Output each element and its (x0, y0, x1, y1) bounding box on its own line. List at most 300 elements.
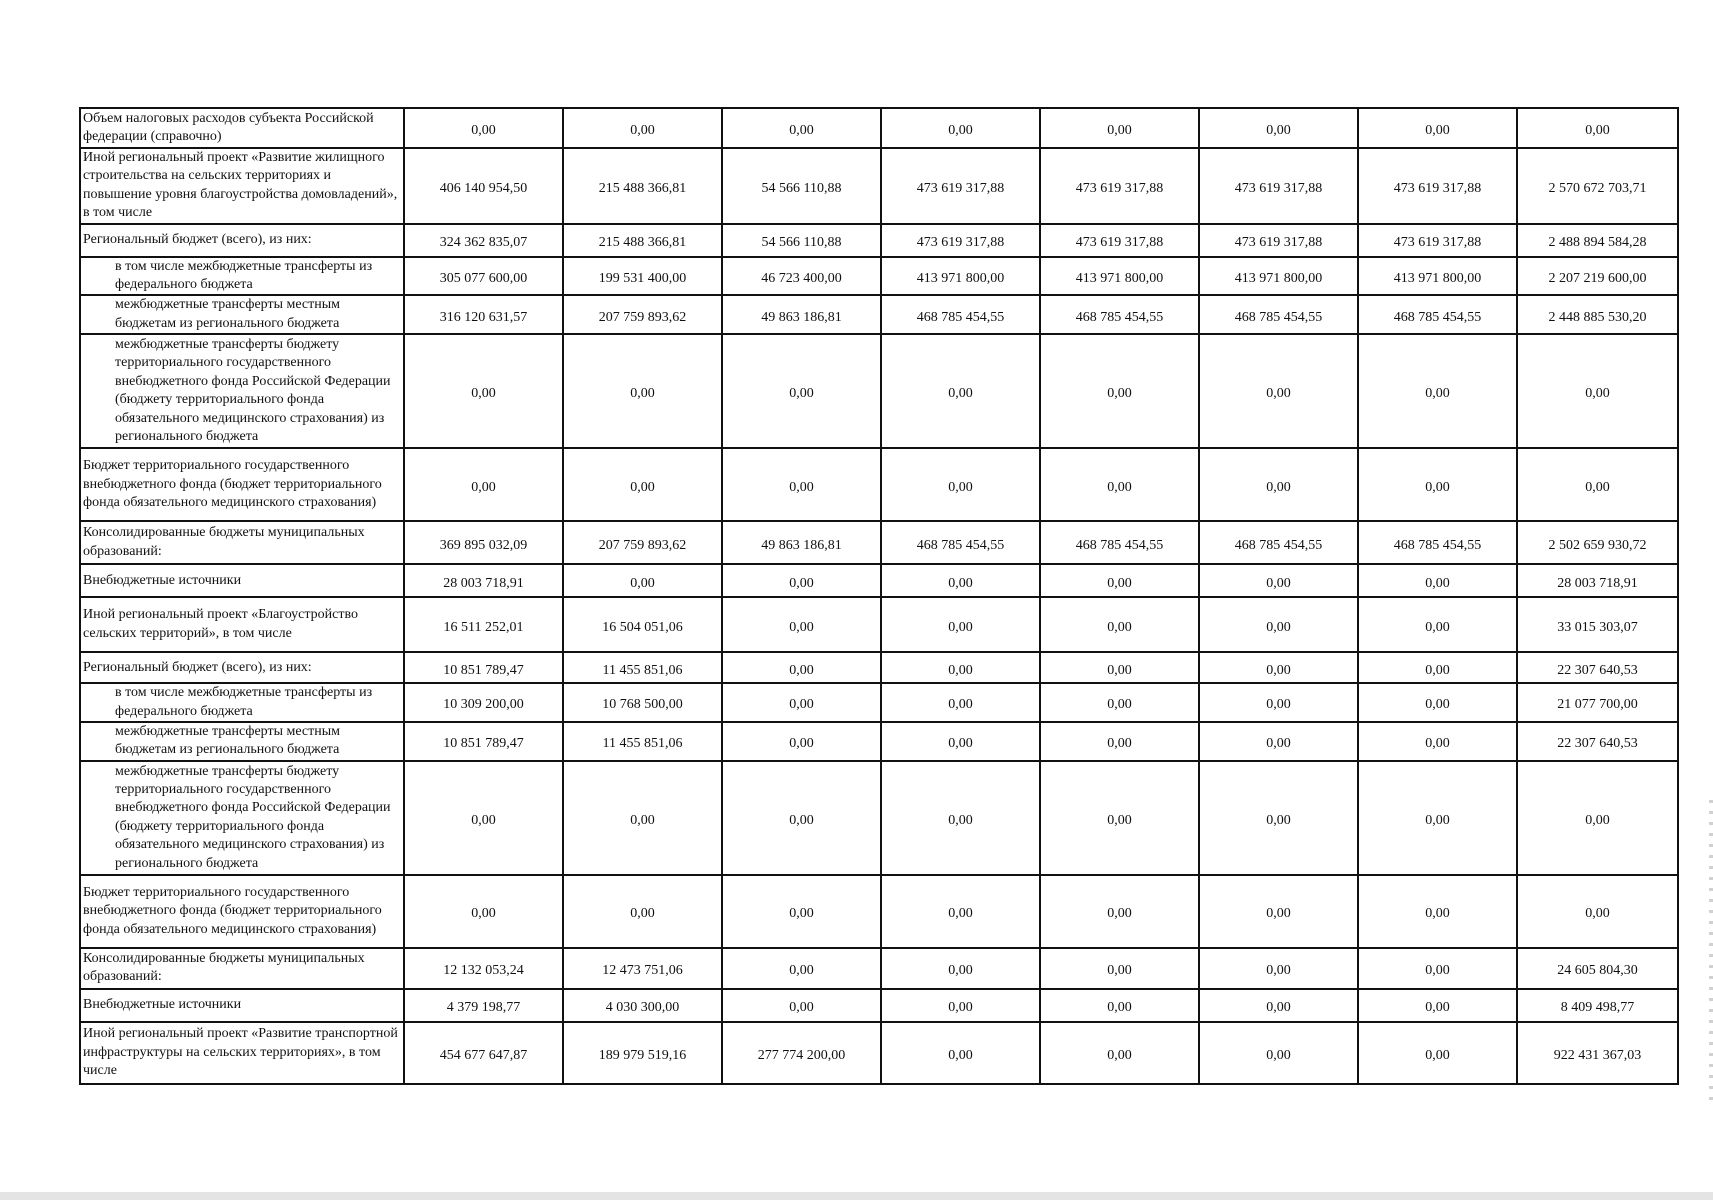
table-row (80, 1022, 1678, 1084)
cell-value: 4 379 198,77 (446, 1000, 521, 1016)
value-cell (404, 1022, 563, 1084)
cell-value: 28 003 718,91 (1557, 575, 1638, 591)
value-cell (1040, 948, 1199, 989)
row-label: в том числе межбюджетные трансферты из федерального бюджета (80, 257, 404, 296)
value-cell (1358, 257, 1517, 296)
value-cell (1199, 334, 1358, 448)
cell-value: 0,00 (1266, 697, 1291, 713)
cell-value: 0,00 (1107, 619, 1132, 635)
cell-value: 28 003 718,91 (443, 575, 524, 591)
cell-value: 0,00 (1425, 619, 1450, 635)
cell-value: 316 120 631,57 (439, 309, 528, 325)
value-cell (1199, 1022, 1358, 1084)
cell-value: 0,00 (1107, 1047, 1132, 1063)
value-cell (563, 564, 722, 597)
cell-value: 0,00 (1107, 575, 1132, 591)
value-cell (563, 597, 722, 652)
value-cell (1358, 875, 1517, 948)
value-cell (563, 722, 722, 761)
value-cell (404, 148, 563, 224)
row-label: межбюджетные трансферты бюджету территориального государственного внебюджетного фонда Российской Федерации (бюджету территориального фонда обязательного медицинского страхования) из регионального бюджета (80, 334, 404, 448)
total-cell (1517, 989, 1678, 1022)
value-cell (1199, 597, 1358, 652)
cell-value: 413 971 800,00 (1393, 270, 1482, 286)
cell-value: 0,00 (1107, 1000, 1132, 1016)
value-cell (1040, 722, 1199, 761)
value-cell (1358, 722, 1517, 761)
value-cell (1358, 521, 1517, 564)
cell-value: 22 307 640,53 (1557, 662, 1638, 678)
value-cell (404, 989, 563, 1022)
value-cell (881, 334, 1040, 448)
cell-value: 468 785 454,55 (916, 309, 1005, 325)
cell-value: 54 566 110,88 (761, 234, 842, 250)
value-cell (563, 148, 722, 224)
value-cell (881, 448, 1040, 521)
value-cell (881, 948, 1040, 989)
cell-value: 0,00 (948, 662, 973, 678)
value-cell (563, 295, 722, 334)
value-cell (1358, 597, 1517, 652)
cell-value: 473 619 317,88 (1393, 234, 1482, 250)
value-cell (1358, 564, 1517, 597)
value-cell (404, 224, 563, 257)
cell-value: 0,00 (948, 906, 973, 922)
cell-value: 0,00 (1107, 662, 1132, 678)
value-cell (1199, 295, 1358, 334)
cell-value: 277 774 200,00 (757, 1047, 846, 1063)
table-row (80, 564, 1678, 597)
value-cell (881, 521, 1040, 564)
table-row (80, 224, 1678, 257)
row-label: Бюджет территориального государственного внебюджетного фонда (бюджет территориального фонда обязательного медицинского страхования) (80, 875, 404, 948)
value-cell (722, 334, 881, 448)
value-cell (1358, 334, 1517, 448)
total-cell (1517, 722, 1678, 761)
cell-value: 0,00 (1425, 662, 1450, 678)
row-label: Региональный бюджет (всего), из них: (80, 224, 404, 257)
row-label: Объем налоговых расходов субъекта Российской федерации (справочно) (80, 108, 404, 148)
cell-value: 0,00 (471, 812, 496, 828)
cell-value: 10 851 789,47 (443, 662, 524, 678)
value-cell (881, 683, 1040, 722)
cell-value: 0,00 (789, 736, 814, 752)
cell-value: 0,00 (1585, 122, 1610, 138)
value-cell (722, 257, 881, 296)
value-cell (1040, 564, 1199, 597)
cell-value: 10 768 500,00 (602, 697, 683, 713)
value-cell (1040, 224, 1199, 257)
table-row (80, 448, 1678, 521)
value-cell (881, 224, 1040, 257)
cell-value: 0,00 (471, 906, 496, 922)
cell-value: 46 723 400,00 (761, 270, 842, 286)
cell-value: 468 785 454,55 (1393, 537, 1482, 553)
cell-value: 0,00 (789, 479, 814, 495)
total-cell (1517, 597, 1678, 652)
cell-value: 0,00 (1425, 479, 1450, 495)
cell-value: 0,00 (1266, 575, 1291, 591)
value-cell (404, 295, 563, 334)
cell-value: 0,00 (1266, 479, 1291, 495)
value-cell (1199, 761, 1358, 875)
value-cell (404, 722, 563, 761)
value-cell (1040, 875, 1199, 948)
value-cell (404, 761, 563, 875)
cell-value: 454 677 647,87 (439, 1047, 528, 1063)
value-cell (1199, 448, 1358, 521)
value-cell (1358, 1022, 1517, 1084)
value-cell (1358, 948, 1517, 989)
cell-value: 0,00 (471, 386, 496, 402)
cell-value: 0,00 (789, 386, 814, 402)
total-cell (1517, 108, 1678, 148)
value-cell (1358, 761, 1517, 875)
cell-value: 49 863 186,81 (761, 309, 842, 325)
cell-value: 2 502 659 930,72 (1548, 537, 1647, 553)
cell-value: 0,00 (1425, 697, 1450, 713)
cell-value: 0,00 (789, 812, 814, 828)
value-cell (722, 948, 881, 989)
value-cell (563, 334, 722, 448)
value-cell (722, 989, 881, 1022)
value-cell (404, 683, 563, 722)
cell-value: 0,00 (1585, 386, 1610, 402)
value-cell (722, 875, 881, 948)
cell-value: 0,00 (1107, 479, 1132, 495)
cell-value: 0,00 (1107, 812, 1132, 828)
cell-value: 0,00 (789, 575, 814, 591)
cell-value: 0,00 (1425, 386, 1450, 402)
value-cell (1040, 257, 1199, 296)
value-cell (722, 448, 881, 521)
value-cell (881, 1022, 1040, 1084)
cell-value: 468 785 454,55 (1075, 537, 1164, 553)
cell-value: 12 473 751,06 (602, 963, 683, 979)
value-cell (1199, 722, 1358, 761)
cell-value: 324 362 835,07 (439, 234, 528, 250)
total-cell (1517, 224, 1678, 257)
cell-value: 215 488 366,81 (598, 180, 687, 196)
cell-value: 413 971 800,00 (1234, 270, 1323, 286)
cell-value: 21 077 700,00 (1557, 697, 1638, 713)
row-label: Региональный бюджет (всего), из них: (80, 652, 404, 683)
value-cell (1358, 108, 1517, 148)
value-cell (881, 597, 1040, 652)
value-cell (722, 108, 881, 148)
cell-value: 24 605 804,30 (1557, 963, 1638, 979)
total-cell (1517, 875, 1678, 948)
cell-value: 922 431 367,03 (1553, 1047, 1642, 1063)
value-cell (1358, 295, 1517, 334)
value-cell (881, 652, 1040, 683)
value-cell (563, 683, 722, 722)
value-cell (722, 597, 881, 652)
cell-value: 0,00 (789, 697, 814, 713)
value-cell (404, 521, 563, 564)
cell-value: 406 140 954,50 (439, 180, 528, 196)
cell-value: 0,00 (948, 963, 973, 979)
cell-value: 305 077 600,00 (439, 270, 528, 286)
cell-value: 16 504 051,06 (602, 619, 683, 635)
cell-value: 0,00 (1425, 1047, 1450, 1063)
value-cell (722, 564, 881, 597)
table-row (80, 334, 1678, 448)
cell-value: 473 619 317,88 (916, 234, 1005, 250)
value-cell (1199, 257, 1358, 296)
cell-value: 0,00 (1266, 812, 1291, 828)
value-cell (1199, 224, 1358, 257)
scan-edge-bottom (0, 1192, 1713, 1200)
cell-value: 0,00 (948, 697, 973, 713)
value-cell (404, 334, 563, 448)
row-label: Иной региональный проект «Развитие транспортной инфраструктуры на сельских территориях», в том числе (80, 1022, 404, 1084)
cell-value: 468 785 454,55 (1393, 309, 1482, 325)
value-cell (722, 521, 881, 564)
table-row (80, 257, 1678, 296)
value-cell (563, 257, 722, 296)
cell-value: 0,00 (1585, 906, 1610, 922)
cell-value: 413 971 800,00 (1075, 270, 1164, 286)
cell-value: 0,00 (1107, 697, 1132, 713)
cell-value: 0,00 (1107, 386, 1132, 402)
total-cell (1517, 948, 1678, 989)
total-cell (1517, 148, 1678, 224)
value-cell (563, 875, 722, 948)
value-cell (722, 1022, 881, 1084)
cell-value: 0,00 (789, 619, 814, 635)
table-row (80, 108, 1678, 148)
value-cell (1040, 652, 1199, 683)
scan-edge-right (1709, 800, 1713, 1100)
total-cell (1517, 1022, 1678, 1084)
table-row (80, 652, 1678, 683)
cell-value: 413 971 800,00 (916, 270, 1005, 286)
cell-value: 473 619 317,88 (916, 180, 1005, 196)
cell-value: 0,00 (1425, 736, 1450, 752)
row-label: Консолидированные бюджеты муниципальных образований: (80, 948, 404, 989)
cell-value: 16 511 252,01 (443, 619, 524, 635)
cell-value: 0,00 (1425, 122, 1450, 138)
cell-value: 11 455 851,06 (602, 736, 683, 752)
cell-value: 10 851 789,47 (443, 736, 524, 752)
value-cell (722, 683, 881, 722)
cell-value: 0,00 (789, 963, 814, 979)
table-row (80, 761, 1678, 875)
total-cell (1517, 521, 1678, 564)
cell-value: 189 979 519,16 (598, 1047, 687, 1063)
total-cell (1517, 683, 1678, 722)
cell-value: 0,00 (1266, 736, 1291, 752)
value-cell (722, 224, 881, 257)
cell-value: 468 785 454,55 (1234, 537, 1323, 553)
cell-value: 0,00 (1425, 963, 1450, 979)
total-cell (1517, 761, 1678, 875)
value-cell (404, 108, 563, 148)
table-row (80, 683, 1678, 722)
cell-value: 0,00 (1107, 122, 1132, 138)
cell-value: 0,00 (1585, 479, 1610, 495)
value-cell (1199, 948, 1358, 989)
cell-value: 0,00 (1585, 812, 1610, 828)
value-cell (404, 652, 563, 683)
value-cell (881, 257, 1040, 296)
row-label: Бюджет территориального государственного внебюджетного фонда (бюджет территориального фонда обязательного медицинского страхования) (80, 448, 404, 521)
cell-value: 468 785 454,55 (1234, 309, 1323, 325)
value-cell (404, 948, 563, 989)
value-cell (1199, 989, 1358, 1022)
value-cell (563, 521, 722, 564)
value-cell (1199, 652, 1358, 683)
cell-value: 49 863 186,81 (761, 537, 842, 553)
total-cell (1517, 334, 1678, 448)
value-cell (881, 875, 1040, 948)
budget-table (79, 107, 1679, 1085)
cell-value: 2 207 219 600,00 (1548, 270, 1647, 286)
total-cell (1517, 652, 1678, 683)
value-cell (563, 448, 722, 521)
cell-value: 0,00 (948, 812, 973, 828)
cell-value: 0,00 (1266, 906, 1291, 922)
value-cell (1199, 148, 1358, 224)
row-label: Внебюджетные источники (80, 564, 404, 597)
cell-value: 0,00 (948, 122, 973, 138)
cell-value: 8 409 498,77 (1560, 1000, 1635, 1016)
value-cell (1040, 334, 1199, 448)
value-cell (1358, 652, 1517, 683)
value-cell (1040, 683, 1199, 722)
value-cell (563, 1022, 722, 1084)
cell-value: 0,00 (948, 1047, 973, 1063)
value-cell (881, 722, 1040, 761)
value-cell (881, 989, 1040, 1022)
value-cell (881, 148, 1040, 224)
cell-value: 0,00 (1425, 812, 1450, 828)
cell-value: 0,00 (630, 812, 655, 828)
value-cell (722, 148, 881, 224)
value-cell (1040, 521, 1199, 564)
value-cell (563, 224, 722, 257)
cell-value: 473 619 317,88 (1075, 180, 1164, 196)
value-cell (1358, 224, 1517, 257)
cell-value: 0,00 (1266, 963, 1291, 979)
cell-value: 0,00 (471, 479, 496, 495)
value-cell (404, 875, 563, 948)
row-label: Консолидированные бюджеты муниципальных образований: (80, 521, 404, 564)
total-cell (1517, 295, 1678, 334)
value-cell (563, 989, 722, 1022)
value-cell (1199, 521, 1358, 564)
row-label: Иной региональный проект «Развитие жилищного строительства на сельских территориях и повышение уровня благоустройства домовладений», в том числе (80, 148, 404, 224)
table-row (80, 148, 1678, 224)
budget-table-body (80, 108, 1678, 1084)
table-row (80, 521, 1678, 564)
value-cell (563, 948, 722, 989)
cell-value: 33 015 303,07 (1557, 619, 1638, 635)
cell-value: 0,00 (948, 479, 973, 495)
cell-value: 12 132 053,24 (443, 963, 524, 979)
cell-value: 0,00 (948, 386, 973, 402)
cell-value: 468 785 454,55 (1075, 309, 1164, 325)
value-cell (1040, 761, 1199, 875)
value-cell (1199, 564, 1358, 597)
cell-value: 0,00 (1266, 1000, 1291, 1016)
row-label: межбюджетные трансферты местным бюджетам из регионального бюджета (80, 722, 404, 761)
value-cell (881, 564, 1040, 597)
row-label: межбюджетные трансферты местным бюджетам из регионального бюджета (80, 295, 404, 334)
value-cell (1199, 875, 1358, 948)
value-cell (881, 295, 1040, 334)
cell-value: 215 488 366,81 (598, 234, 687, 250)
cell-value: 473 619 317,88 (1075, 234, 1164, 250)
cell-value: 0,00 (1107, 906, 1132, 922)
value-cell (881, 108, 1040, 148)
cell-value: 4 030 300,00 (605, 1000, 680, 1016)
table-row (80, 722, 1678, 761)
cell-value: 0,00 (630, 479, 655, 495)
cell-value: 0,00 (789, 662, 814, 678)
cell-value: 207 759 893,62 (598, 537, 687, 553)
cell-value: 0,00 (789, 122, 814, 138)
cell-value: 0,00 (789, 1000, 814, 1016)
cell-value: 473 619 317,88 (1393, 180, 1482, 196)
cell-value: 10 309 200,00 (443, 697, 524, 713)
table-row (80, 948, 1678, 989)
value-cell (881, 761, 1040, 875)
value-cell (563, 108, 722, 148)
cell-value: 2 570 672 703,71 (1548, 180, 1647, 196)
value-cell (1199, 683, 1358, 722)
value-cell (1358, 148, 1517, 224)
table-row (80, 875, 1678, 948)
cell-value: 0,00 (630, 386, 655, 402)
cell-value: 468 785 454,55 (916, 537, 1005, 553)
value-cell (404, 597, 563, 652)
value-cell (563, 761, 722, 875)
value-cell (1199, 108, 1358, 148)
value-cell (1040, 148, 1199, 224)
cell-value: 473 619 317,88 (1234, 234, 1323, 250)
cell-value: 0,00 (1425, 1000, 1450, 1016)
cell-value: 0,00 (1425, 906, 1450, 922)
value-cell (1040, 108, 1199, 148)
value-cell (404, 564, 563, 597)
row-label: межбюджетные трансферты бюджету территориального государственного внебюджетного фонда Российской Федерации (бюджету территориального фонда обязательного медицинского страхования) из регионального бюджета (80, 761, 404, 875)
value-cell (1358, 448, 1517, 521)
cell-value: 2 448 885 530,20 (1548, 309, 1647, 325)
cell-value: 0,00 (1266, 662, 1291, 678)
value-cell (1358, 683, 1517, 722)
row-label: Иной региональный проект «Благоустройство сельских территорий», в том числе (80, 597, 404, 652)
value-cell (563, 652, 722, 683)
cell-value: 199 531 400,00 (598, 270, 687, 286)
cell-value: 0,00 (1266, 1047, 1291, 1063)
value-cell (1040, 448, 1199, 521)
cell-value: 0,00 (948, 1000, 973, 1016)
value-cell (1040, 1022, 1199, 1084)
value-cell (1040, 989, 1199, 1022)
row-label: Внебюджетные источники (80, 989, 404, 1022)
cell-value: 0,00 (630, 122, 655, 138)
cell-value: 0,00 (1266, 619, 1291, 635)
cell-value: 0,00 (789, 906, 814, 922)
cell-value: 0,00 (948, 619, 973, 635)
value-cell (1040, 295, 1199, 334)
cell-value: 0,00 (630, 575, 655, 591)
cell-value: 0,00 (1425, 575, 1450, 591)
total-cell (1517, 564, 1678, 597)
cell-value: 0,00 (1266, 122, 1291, 138)
